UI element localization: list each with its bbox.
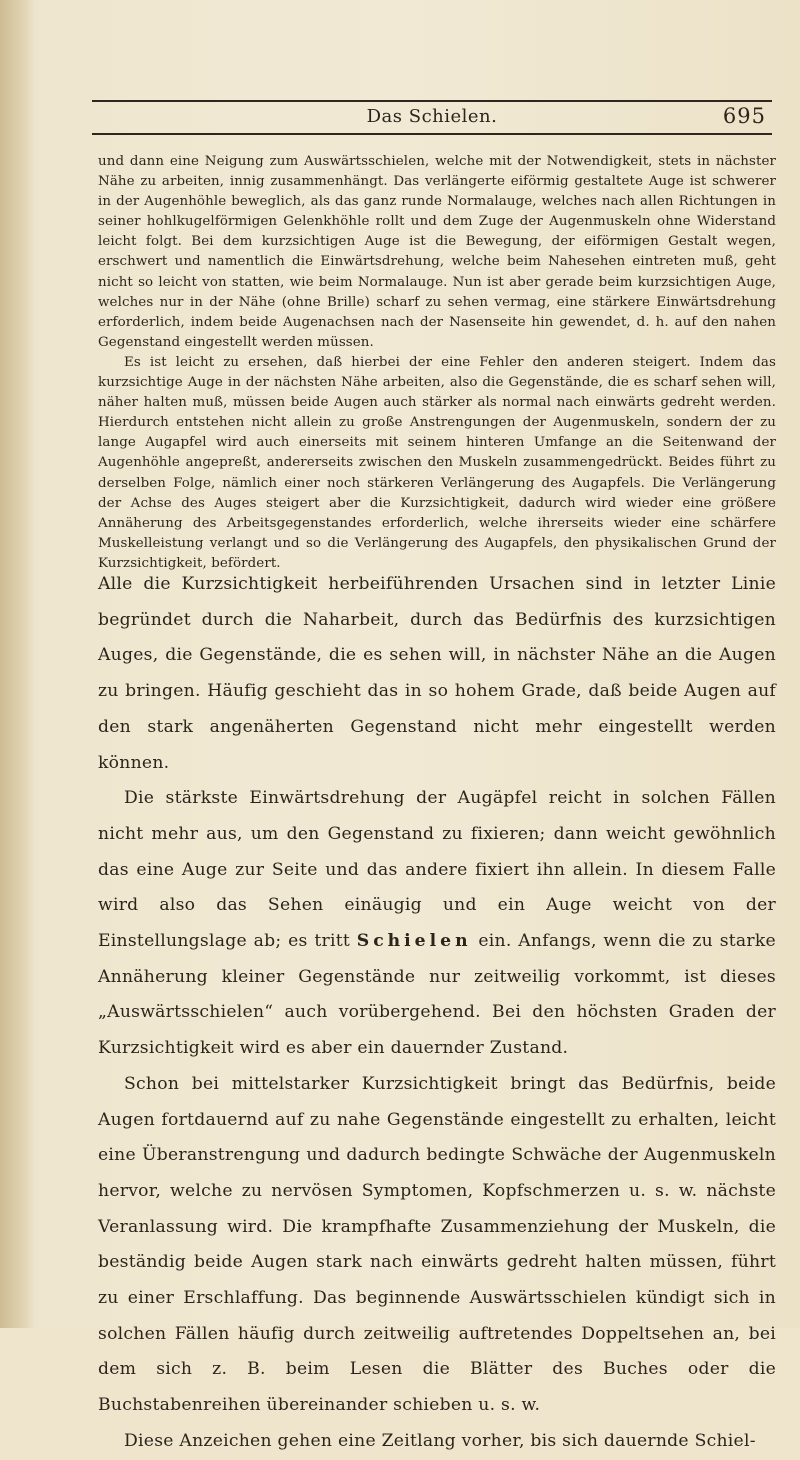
text-run: Die stärkste Einwärtsdrehung der Augäpfel reicht in solchen Fällen nicht mehr aus, um den Gegenstand zu fixieren; dann weicht gewöhnlich das eine Auge zur Seite und das andere fixiert ihn allein. In diesem Falle wird also das Sehen einäugig und ein Auge weicht von der Einstellungslage ab; es tritt: [98, 788, 776, 952]
page-number: 695: [722, 104, 766, 128]
paragraph: Alle die Kurzsichtigkeit herbeiführenden Ursachen sind in letzter Linie begründet durch die Naharbeit, durch das Bedürfnis des kurzsichtigen Auges, die Gegenstände, die es sehen will, in nächster Nähe an die Augen zu bringen. Häufig geschieht das in so hohem Grade, daß beide Augen auf den stark angenäherten Gegenstand nicht mehr eingestellt werden können.: [98, 574, 776, 773]
paragraph: Es ist leicht zu ersehen, daß hierbei der eine Fehler den anderen steigert. Indem das kurzsichtige Auge in der nächsten Nähe arbeiten, also die Gegenstände, die es scharf sehen will, näher halten muß, müssen beide Augen auch stärker als normal nach einwärts gedreht werden. Hierdurch entstehen nicht allein zu große Anstrengungen der Augenmuskeln, sondern der zu lange Augapfel wird auch einerseits mit seinem hinteren Umfange an die Seitenwand der Augenhöhle angepreßt, andererseits zwischen den Muskeln zusammengedrückt. Beides führt zu derselben Folge, nämlich einer noch stärkeren Verlängerung des Augapfels. Die Verlängerung der Achse des Auges steigert aber die Kurzsichtigkeit, dadurch wird wieder eine größere Annäherung des Arbeitsgegenstandes erforderlich, welche ihrerseits wieder eine schärfere Muskelleistung verlangt und so die Verlängerung des Augapfels, den physikalischen Grund der Kurzsichtigkeit, befördert.: [98, 354, 776, 571]
small-print-section: [98, 152, 776, 574]
header-rule-bottom: [92, 133, 772, 135]
running-title: Das Schielen.: [366, 106, 498, 127]
paragraph: und dann eine Neigung zum Auswärtsschielen, welche mit der Notwendigkeit, stets in nächster Nähe zu arbeiten, innig zusammenhängt. Das verlängerte eiförmig gestaltete Auge ist schwerer in der Augenhöhle beweglich, als das ganz runde Normalauge, welches nach allen Richtungen in seiner hohlkugelförmigen Gelenkhöhle rollt und dem Zuge der Augenmuskeln ohne Widerstand leicht folgt. Bei dem kurzsichtigen Auge ist die Bewegung, der eiförmigen Gestalt wegen, erschwert und namentlich die Einwärtsdrehung, welche beim Nahesehen eintreten muß, geht nicht so leicht von statten, wie beim Normalauge. Nun ist aber gerade beim kurzsichtigen Auge, welches nur in der Nähe (ohne Brille) scharf zu sehen vermag, eine stärkere Einwärtsdrehung erforderlich, indem beide Augenachsen nach der Nasenseite hin gewendet, d. h. auf den nahen Gegenstand eingestellt werden müssen.: [98, 154, 776, 350]
running-header: [92, 104, 772, 132]
page-gutter-shadow: [0, 0, 34, 1328]
large-print-section: [98, 567, 776, 1460]
paragraph: Schon bei mittelstarker Kurzsichtigkeit bringt das Bedürfnis, beide Augen fortdauernd auf zu nahe Gegenstände eingestellt zu erhalten, leicht eine Überanstrengung und dadurch bedingte Schwäche der Augenmuskeln hervor, welche zu nervösen Symptomen, Kopfschmerzen u. s. w. nächste Veranlassung wird. Die krampfhafte Zusammenziehung der Muskeln, die beständig beide Augen stark nach einwärts gedreht halten müssen, führt zu einer Erschlaffung. Das beginnende Auswärtsschielen kündigt sich in solchen Fällen häufig durch zeitweilig auftretendes Doppeltsehen an, bei dem sich z. B. beim Lesen die Blätter des Buches oder die Buchstabenreihen übereinander schieben u. s. w.: [98, 1073, 776, 1416]
text-run: ein. Anfangs, wenn die zu starke Annäherung kleiner Gegenstände nur zeitweilig vorkommt, ist dieses „Auswärtsschielen“ auch vorübergehend. Bei den höchsten Graden der Kurzsichtigkeit wird es aber ein dauernder Zustand.: [98, 931, 776, 1059]
header-rule-top: [92, 100, 772, 102]
paragraph: [98, 781, 776, 1067]
emphasized-term: Schielen: [356, 931, 472, 952]
paragraph: Diese Anzeichen gehen eine Zeitlang vorher, bis sich dauernde Schiel-: [124, 1430, 756, 1451]
